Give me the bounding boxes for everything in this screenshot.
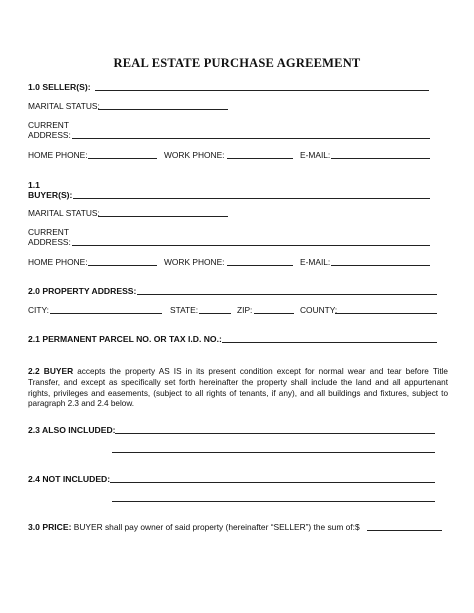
parcel-line[interactable] [222, 342, 437, 343]
price-clause [28, 522, 360, 532]
seller-email-label: E-MAIL: [300, 150, 331, 160]
buyer-address-label: ADDRESS: [28, 237, 71, 247]
document-title: REAL ESTATE PURCHASE AGREEMENT [113, 56, 361, 70]
price-lead: 3.0 PRICE: [28, 522, 72, 532]
seller-email-line[interactable] [331, 158, 430, 159]
state-label: STATE: [170, 305, 199, 315]
also-included-line-2[interactable] [112, 452, 435, 453]
property-address-line[interactable] [137, 294, 437, 295]
county-label: COUNTY: [300, 305, 338, 315]
seller-marital-status-label: MARITAL STATUS: [28, 101, 100, 111]
seller-marital-status-line[interactable] [98, 109, 228, 110]
property-address-heading: 2.0 PROPERTY ADDRESS: [28, 286, 137, 296]
seller-work-phone-label: WORK PHONE: [164, 150, 225, 160]
buyer-address-line[interactable] [72, 245, 430, 246]
price-amount-line[interactable] [367, 530, 442, 531]
buyer-home-phone-line[interactable] [88, 265, 157, 266]
buyer-current-label: CURRENT [28, 227, 69, 237]
county-line[interactable] [335, 313, 437, 314]
buyer-heading: BUYER(S): [28, 190, 73, 200]
state-line[interactable] [199, 313, 231, 314]
buyer-email-line[interactable] [331, 265, 430, 266]
seller-address-line[interactable] [72, 138, 430, 139]
seller-home-phone-line[interactable] [88, 158, 157, 159]
not-included-line-2[interactable] [112, 501, 435, 502]
zip-label: ZIP: [237, 305, 253, 315]
seller-home-phone-label: HOME PHONE: [28, 150, 88, 160]
buyer-work-phone-line[interactable] [227, 265, 293, 266]
city-label: CITY: [28, 305, 49, 315]
seller-address-label: ADDRESS: [28, 130, 71, 140]
buyer-work-phone-label: WORK PHONE: [164, 257, 225, 267]
also-included-heading: 2.3 ALSO INCLUDED: [28, 425, 116, 435]
buyer-email-label: E-MAIL: [300, 257, 331, 267]
seller-heading: 1.0 SELLER(S): [28, 82, 91, 92]
buyer-heading-number: 1.1 [28, 180, 40, 190]
buyer-marital-status-label: MARITAL STATUS: [28, 208, 100, 218]
price-text: BUYER shall pay owner of said property (hereinafter “SELLER”) the sum of:$ [71, 522, 360, 532]
buyer-home-phone-label: HOME PHONE: [28, 257, 88, 267]
seller-work-phone-line[interactable] [227, 158, 293, 159]
buyer-name-line[interactable] [73, 198, 430, 199]
zip-line[interactable] [254, 313, 294, 314]
not-included-line-1[interactable] [110, 482, 435, 483]
parcel-heading: 2.1 PERMANENT PARCEL NO. OR TAX I.D. NO.: [28, 334, 222, 344]
city-line[interactable] [50, 313, 162, 314]
seller-current-label: CURRENT [28, 120, 69, 130]
seller-name-line[interactable] [95, 90, 429, 91]
buyer-clause-text: accepts the property AS IS in its present condition except for normal wear and tear before Title Transfer, and except as specifically set forth hereinafter the property shall include the land and all appurtenant rights, privileges and easements, (subject to all rights of tenants, if any), and all buildings and fixtures, subject to paragraph 2.3 and 2.4 below. [28, 367, 448, 409]
buyer-acceptance-clause [28, 366, 448, 410]
also-included-line-1[interactable] [115, 433, 435, 434]
not-included-heading: 2.4 NOT INCLUDED: [28, 474, 111, 484]
buyer-marital-status-line[interactable] [98, 216, 228, 217]
buyer-clause-lead: 2.2 BUYER [28, 366, 74, 376]
